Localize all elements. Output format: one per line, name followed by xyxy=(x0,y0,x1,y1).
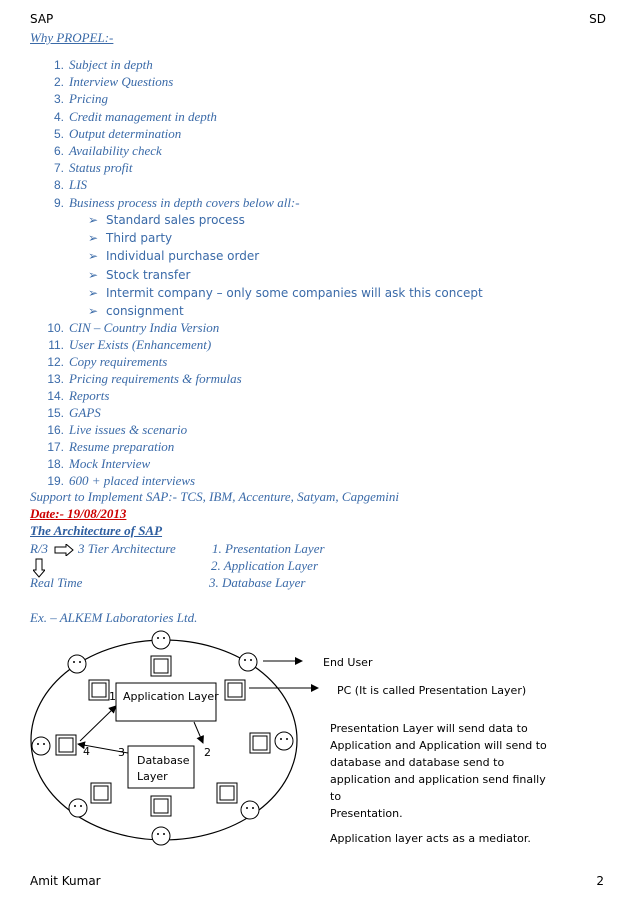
bullet-text: Stock transfer xyxy=(106,267,191,282)
end-user-label: End User xyxy=(323,656,373,669)
list-item: LIS xyxy=(69,177,88,193)
arrow-pc-to-app xyxy=(80,706,116,741)
list-number: 6. xyxy=(53,144,64,158)
list-item: Status profit xyxy=(69,160,133,176)
footer-author: Amit Kumar xyxy=(30,874,101,888)
list-item: User Exists (Enhancement) xyxy=(69,337,212,352)
bullet-text: consignment xyxy=(106,304,184,318)
layer-database: 3. Database Layer xyxy=(209,575,306,590)
list-number: 11. xyxy=(48,338,64,352)
bullet-item xyxy=(88,304,184,318)
arrow-number-3: 3 xyxy=(118,746,125,759)
bullet-item xyxy=(88,213,245,227)
bullet-arrow-icon: ➢ xyxy=(88,213,99,227)
list-number: 8. xyxy=(53,178,64,193)
list-number: 18. xyxy=(47,457,64,471)
header-left: SAP xyxy=(30,12,54,26)
bullet-text: Third party xyxy=(106,231,173,246)
bullet-text: Individual purchase order xyxy=(106,249,260,264)
list-item: 600 + placed interviews xyxy=(69,473,196,488)
list-item: Copy requirements xyxy=(69,354,168,369)
arrow-number-4: 4 xyxy=(83,745,90,758)
explanation-line: database and database send to xyxy=(330,756,505,769)
arrow-number-2: 2 xyxy=(204,746,211,759)
mediator-line: Application layer acts as a mediator. xyxy=(330,832,531,845)
list-number: 12. xyxy=(47,355,64,369)
list-item: CIN – Country India Version xyxy=(69,320,220,335)
list-number: 15. xyxy=(47,406,64,420)
r3-label: R/3 xyxy=(30,541,49,556)
bullet-text: Intermit company – only some companies will ask this concept xyxy=(106,285,483,300)
application-layer-label: Application Layer xyxy=(123,690,219,703)
list-item: Reports xyxy=(69,388,110,403)
three-tier-label: 3 Tier Architecture xyxy=(78,541,176,556)
database-label-line2: Layer xyxy=(137,770,168,783)
list-item: Pricing requirements & formulas xyxy=(69,371,242,386)
support-line: Support to Implement SAP:- TCS, IBM, Accenture, Satyam, Capgemini xyxy=(30,489,399,504)
list-number: 10. xyxy=(47,321,64,335)
bullet-arrow-icon: ➢ xyxy=(88,304,99,318)
bullet-text: Standard sales process xyxy=(106,213,245,227)
bullet-item xyxy=(88,286,483,300)
explanation-line: Presentation. xyxy=(330,807,403,820)
explanation-line: Application and Application will send to xyxy=(330,739,547,752)
bullet-arrow-icon: ➢ xyxy=(88,249,99,264)
arrow-app-to-db xyxy=(194,722,203,743)
architecture-title: The Architecture of SAP xyxy=(30,523,163,538)
header-right: SD xyxy=(589,12,606,26)
database-label-line1: Database xyxy=(137,754,190,767)
layer-presentation: 1. Presentation Layer xyxy=(212,541,325,556)
bullet-arrow-icon: ➢ xyxy=(88,285,99,300)
list-item: Credit management in depth xyxy=(69,108,217,124)
bullet-item xyxy=(88,231,172,245)
list-number: 7. xyxy=(53,161,64,176)
list-number: 19. xyxy=(47,474,64,488)
pc-label: PC (It is called Presentation Layer) xyxy=(337,684,527,697)
bullet-item xyxy=(88,268,190,282)
explanation-text xyxy=(330,720,550,847)
footer-page: 2 xyxy=(596,874,604,888)
list-item: GAPS xyxy=(69,405,101,420)
explanation-line: application and application send finally to xyxy=(330,773,546,803)
real-time-label: Real Time xyxy=(30,575,83,590)
list-item: Business process in depth covers below all:- xyxy=(69,194,300,210)
list-number: 16. xyxy=(47,423,64,437)
list-item: Live issues & scenario xyxy=(69,422,188,437)
list-item: Interview Questions xyxy=(69,74,174,90)
list-number: 14. xyxy=(47,389,64,403)
explanation-line: Presentation Layer will send data to xyxy=(330,722,528,735)
list-item: Subject in depth xyxy=(69,57,153,72)
list-number: 13. xyxy=(47,372,64,386)
bullet-arrow-icon: ➢ xyxy=(88,267,99,282)
arrow-number-1: 1 xyxy=(109,690,116,703)
list-number: 1. xyxy=(53,58,64,72)
list-item: Mock Interview xyxy=(69,456,151,471)
right-arrow-icon xyxy=(54,544,74,556)
list-number: 5. xyxy=(53,126,64,141)
list-item: Resume preparation xyxy=(69,439,175,454)
layer-application: 2. Application Layer xyxy=(211,558,319,573)
why-title: Why PROPEL:- xyxy=(30,30,114,45)
list-number: 9. xyxy=(53,195,64,210)
bullet-arrow-icon: ➢ xyxy=(88,231,99,246)
list-number: 2. xyxy=(53,75,64,90)
list-number: 17. xyxy=(47,440,64,454)
list-item: Output determination xyxy=(69,125,182,141)
bullet-item xyxy=(88,249,259,263)
list-item: Pricing xyxy=(69,91,108,107)
date-line: Date:- 19/08/2013 xyxy=(30,506,127,521)
list-item: Availability check xyxy=(69,143,162,158)
list-number: 4. xyxy=(53,109,64,124)
pc-icon xyxy=(56,656,270,816)
example-line: Ex. – ALKEM Laboratories Ltd. xyxy=(30,610,198,625)
list-number: 3. xyxy=(53,92,64,107)
